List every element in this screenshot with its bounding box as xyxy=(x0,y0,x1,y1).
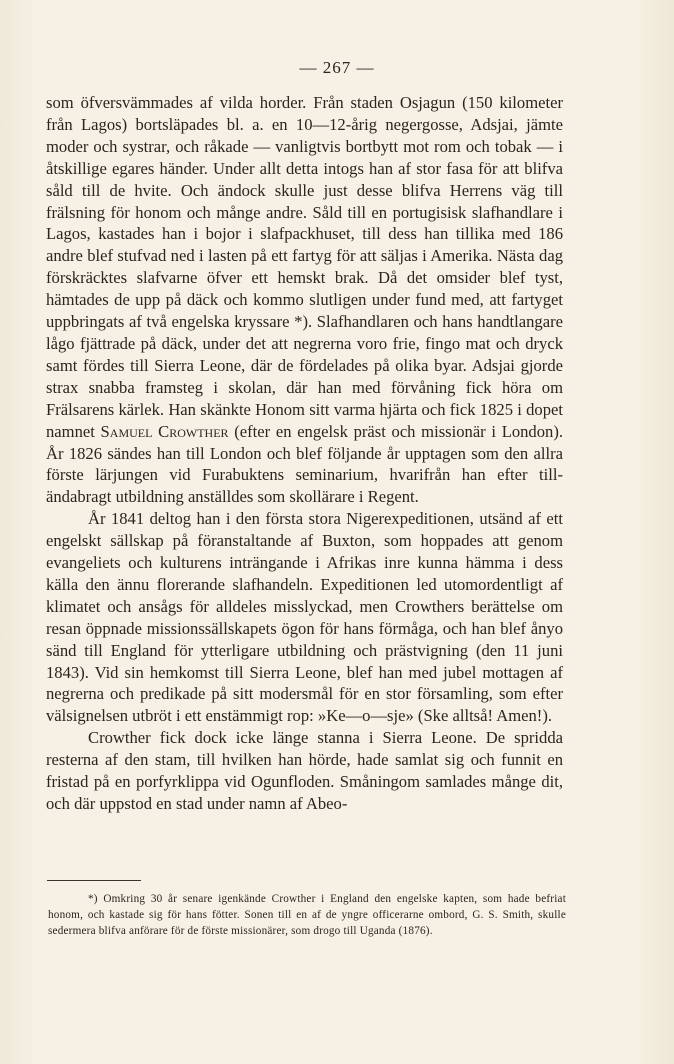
paragraph-2-text: År 1841 deltog han i den första stora Nigerexpeditionen, utsänd af ett engelskt sällskap på föranstaltande af Buxton, som hoppades att genom evangeliets och kulturens inträngande i Afrikas inre kunna hämma i dess källa den ännu florerande slafhandeln. Expeditionen led utomordentligt af klimatet och ansågs för alldeles misslyckad, men Crowthers berättelse om resan öppnade missionssällskapets ögon för hans förmåga, och han blef ånyo sänd till England för ytterligare utbildning och prästvigning (den 11 juni 1843). Vid sin hemkomst till Sierra Leone, blef han med jubel mottagen af negrerna och predikade på sitt modersmål för en stor församling, som efter välsignelsen utbröt i ett enstämmigt rop: »Ke—o—sje» (Ske alltså! Amen!). xyxy=(46,509,563,726)
footnote-divider xyxy=(47,880,141,881)
paragraph-2 xyxy=(46,508,563,727)
paragraph-3 xyxy=(46,727,563,815)
name-samuel-crowther: Samuel Crowther xyxy=(100,421,229,441)
paragraph-3-text: Crowther fick dock icke länge stanna i Sierra Leone. De spridda resterna af den stam, till hvilken han hörde, hade samlat sig och funnit en fristad på en porfyrklippa vid Ogunfloden. Småningom samlades månge dit, och där uppstod en stad under namn af Abeo- xyxy=(46,728,563,813)
body-text xyxy=(46,92,563,815)
paragraph-1-part-1: som öfversvämmades af vilda horder. Från staden Osjagun (150 kilometer från Lagos) bortsläpades bl. a. en 10—12-årig negergosse, Adsjai, jämte moder och systrar, och råkade — vanligtvis bortbytt mot rom och tobak — i åtskillige egares händer. Under allt detta intogs han af stor fasa för att blifva såld till de hvite. Och ändock skulle just desse blifva Herrens väg till frälsning för honom och månge andre. Såld till en portugisisk slafhandlare i Lagos, kastades han i bojor i slafpackhuset, till dess han tillika med 186 andre blef stufvad ned i lasten på ett fartyg för att säljas i Amerika. Nästa dag förskräcktes slafvarne öfver ett hemskt brak. Då det omsider blef tyst, hämtades de upp på däck och kommo slutligen under fund med, att fartyget uppbringats af två engelska kryssare *). Slafhandlaren och hans handtlangare lågo fjättrade på däck, under det att negrerna voro frie, fingo mat och dryck samt fördes till Sierra Leone, där de fördelades på olika byar. Adsjai gjorde strax snabba framsteg i skolan, där han med förvåning fick höra om Frälsarens kärlek. Han skänkte Honom sitt varma hjärta och fick 1825 i dopet namnet xyxy=(46,93,563,441)
footnote-text: *) Omkring 30 år senare igenkände Crowther i England den engelske kapten, som hade befriat honom, och kastade sig för hans fötter. Sonen till en af de yngre officerarne ombord, G. S. Smith, skulle sedermera blifva anförare för de förste missionärer, som drogo till Uganda (1876). xyxy=(48,893,566,937)
page-number: — 267 — xyxy=(299,58,375,77)
paragraph-1 xyxy=(46,92,563,508)
footnote xyxy=(48,892,566,939)
paragraph-1-part-3: (efter en engelsk präst och missionär i London). År 1826 sändes han till London och blef följande år upptagen som den allra förste lärjungen vid Furabuktens seminarium, hvarifrån han efter tilländabragt utbildning anställdes som skollärare i Regent. xyxy=(46,421,563,507)
